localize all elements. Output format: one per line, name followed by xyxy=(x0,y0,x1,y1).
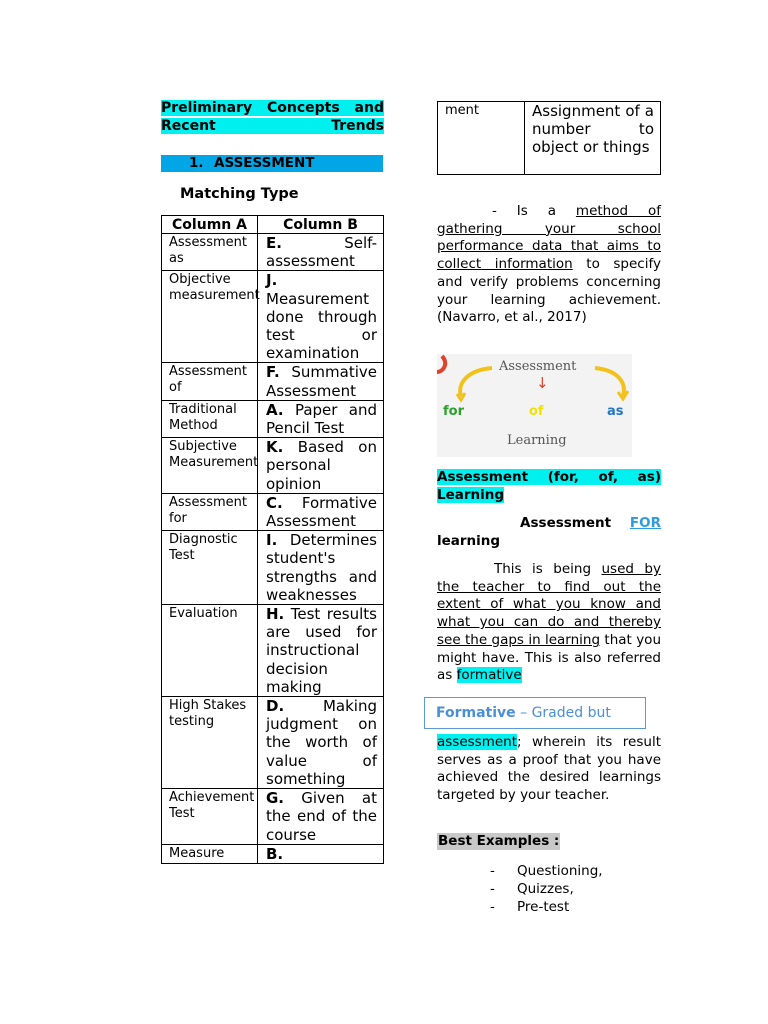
matching-table xyxy=(161,215,384,864)
answer-letter: B. xyxy=(266,844,284,863)
definition-rest: to specify and verify problems concerning your learning achievement. (Navarro, et al., 2017) xyxy=(437,256,661,326)
column-a-cell: Assessment of xyxy=(162,363,258,400)
para1-underlined: used by the teacher to find out the extent of what you know and what you can do and thereby see the gaps in learning xyxy=(437,561,661,648)
assessment-diagram-image xyxy=(437,354,632,457)
for-heading-for: FOR xyxy=(629,515,661,531)
answer-letter: A. xyxy=(266,400,284,419)
diagram-for-label: for xyxy=(443,404,464,419)
column-a-cell: Objective measurement xyxy=(162,271,258,363)
list-item xyxy=(490,880,603,898)
answer-text: Determines student's strengths and weaknesses xyxy=(266,531,377,604)
column-b-cell xyxy=(258,271,384,363)
callout-rest: – Graded but xyxy=(515,705,611,721)
list-item-text: Pre-test xyxy=(517,899,570,916)
column-a-header: Column A xyxy=(162,216,258,234)
list-item xyxy=(490,898,603,916)
column-a-cell: Evaluation xyxy=(162,605,258,697)
column-b-cell xyxy=(258,234,384,271)
column-b-cell xyxy=(258,363,384,400)
answer-letter: J. xyxy=(266,271,278,290)
table-row xyxy=(162,400,384,437)
list-item-text: Questioning, xyxy=(517,863,603,879)
para2-highlight: assessment xyxy=(437,734,518,750)
para1-highlight: formative xyxy=(456,667,522,684)
answer-text: Given at the end of the course xyxy=(266,789,377,844)
continued-table xyxy=(437,101,661,175)
answer-text: Based on personal opinion xyxy=(266,438,377,493)
table-row xyxy=(162,363,384,400)
table-row xyxy=(162,493,384,530)
list-item xyxy=(490,862,603,880)
column-a-cell: Assessment as xyxy=(162,234,258,271)
examples-list xyxy=(490,862,603,917)
assessment-for-of-as-heading xyxy=(437,468,661,504)
formative-callout xyxy=(424,697,646,729)
diagram-as-label: as xyxy=(607,404,624,419)
table-row xyxy=(162,789,384,845)
definition-prefix: - Is a xyxy=(492,203,576,219)
answer-letter: D. xyxy=(266,697,285,716)
table-row xyxy=(162,234,384,271)
column-a-cell: Diagnostic Test xyxy=(162,531,258,605)
table-row xyxy=(162,438,384,494)
column-b-cell xyxy=(258,789,384,845)
answer-letter: I. xyxy=(266,531,278,550)
list-item-text: Quizzes, xyxy=(517,881,574,898)
assessment-for-learning-heading xyxy=(437,514,661,550)
formative-paragraph xyxy=(437,734,661,805)
diagram-bottom-label: Learning xyxy=(507,433,567,448)
title-line-1: Preliminary Concepts and xyxy=(161,100,384,116)
column-a-cell: Achievement Test xyxy=(162,789,258,845)
answer-letter: C. xyxy=(266,493,283,512)
section-title: ASSESSMENT xyxy=(214,155,315,171)
diagram-top-label: Assessment xyxy=(499,359,577,374)
document-title xyxy=(161,99,384,135)
para1-start: This is being xyxy=(494,561,602,577)
down-arrow-icon: ↓ xyxy=(536,374,549,392)
column-b-cell xyxy=(258,493,384,530)
section-heading xyxy=(161,155,383,172)
definition-paragraph xyxy=(437,203,661,327)
list-dash: - xyxy=(490,899,495,916)
for-heading-word: Assessment xyxy=(520,515,612,531)
continued-table-right: Assignment of a number to object or things xyxy=(525,102,661,175)
column-a-cell: High Stakes testing xyxy=(162,697,258,789)
answer-letter: K. xyxy=(266,438,284,457)
answer-letter: H. xyxy=(266,605,285,624)
matching-table-body xyxy=(162,234,384,864)
table-row xyxy=(162,531,384,605)
column-b-cell xyxy=(258,605,384,697)
column-a-cell: Measure xyxy=(162,844,258,863)
section-number: 1. xyxy=(189,155,204,171)
answer-text: Formative Assessment xyxy=(266,493,377,531)
para1-end: that you might have. This is also referred as xyxy=(437,631,661,684)
continued-table-left: ment xyxy=(438,102,525,175)
answer-text: Making judgment on the worth of value of something xyxy=(266,697,377,788)
matching-type-heading: Matching Type xyxy=(180,186,299,202)
column-b-cell xyxy=(258,400,384,437)
subheading-text: Assessment (for, of, as) Learning xyxy=(437,469,661,503)
for-learning-paragraph xyxy=(437,561,661,685)
answer-text: Paper and Pencil Test xyxy=(266,400,377,438)
answer-text: Summative Assessment xyxy=(266,363,377,400)
column-b-cell xyxy=(258,438,384,494)
title-line-2: Recent Trends xyxy=(161,118,384,134)
column-b-cell xyxy=(258,697,384,789)
table-row xyxy=(162,697,384,789)
definition-underlined: method of gathering your school performance data that aims to collect information xyxy=(437,203,661,273)
column-a-cell: Traditional Method xyxy=(162,400,258,437)
table-row xyxy=(162,605,384,697)
column-b-cell xyxy=(258,844,384,863)
answer-letter: F. xyxy=(266,363,280,382)
for-heading-line2: learning xyxy=(437,533,501,549)
para2-rest: ; wherein its result serves as a proof that you have achieved the desired learnings targeted by your teacher. xyxy=(437,734,661,804)
answer-text: Measurement done through test or examination xyxy=(266,289,377,363)
column-a-cell: Assessment for xyxy=(162,493,258,530)
column-b-cell xyxy=(258,531,384,605)
callout-bold: Formative xyxy=(436,705,516,721)
diagram-of-label: of xyxy=(529,404,544,419)
table-row xyxy=(162,844,384,863)
column-a-cell: Subjective Measurement xyxy=(162,438,258,494)
best-examples-heading: Best Examples : xyxy=(438,833,560,849)
list-dash: - xyxy=(490,863,495,879)
answer-letter: G. xyxy=(266,789,285,808)
column-b-header: Column B xyxy=(258,216,384,234)
answer-letter: E. xyxy=(266,234,282,252)
list-dash: - xyxy=(490,881,495,898)
answer-text: Test results are used for instructional decision making xyxy=(266,605,377,696)
table-row xyxy=(162,271,384,363)
answer-text: Self-assessment xyxy=(266,234,377,271)
